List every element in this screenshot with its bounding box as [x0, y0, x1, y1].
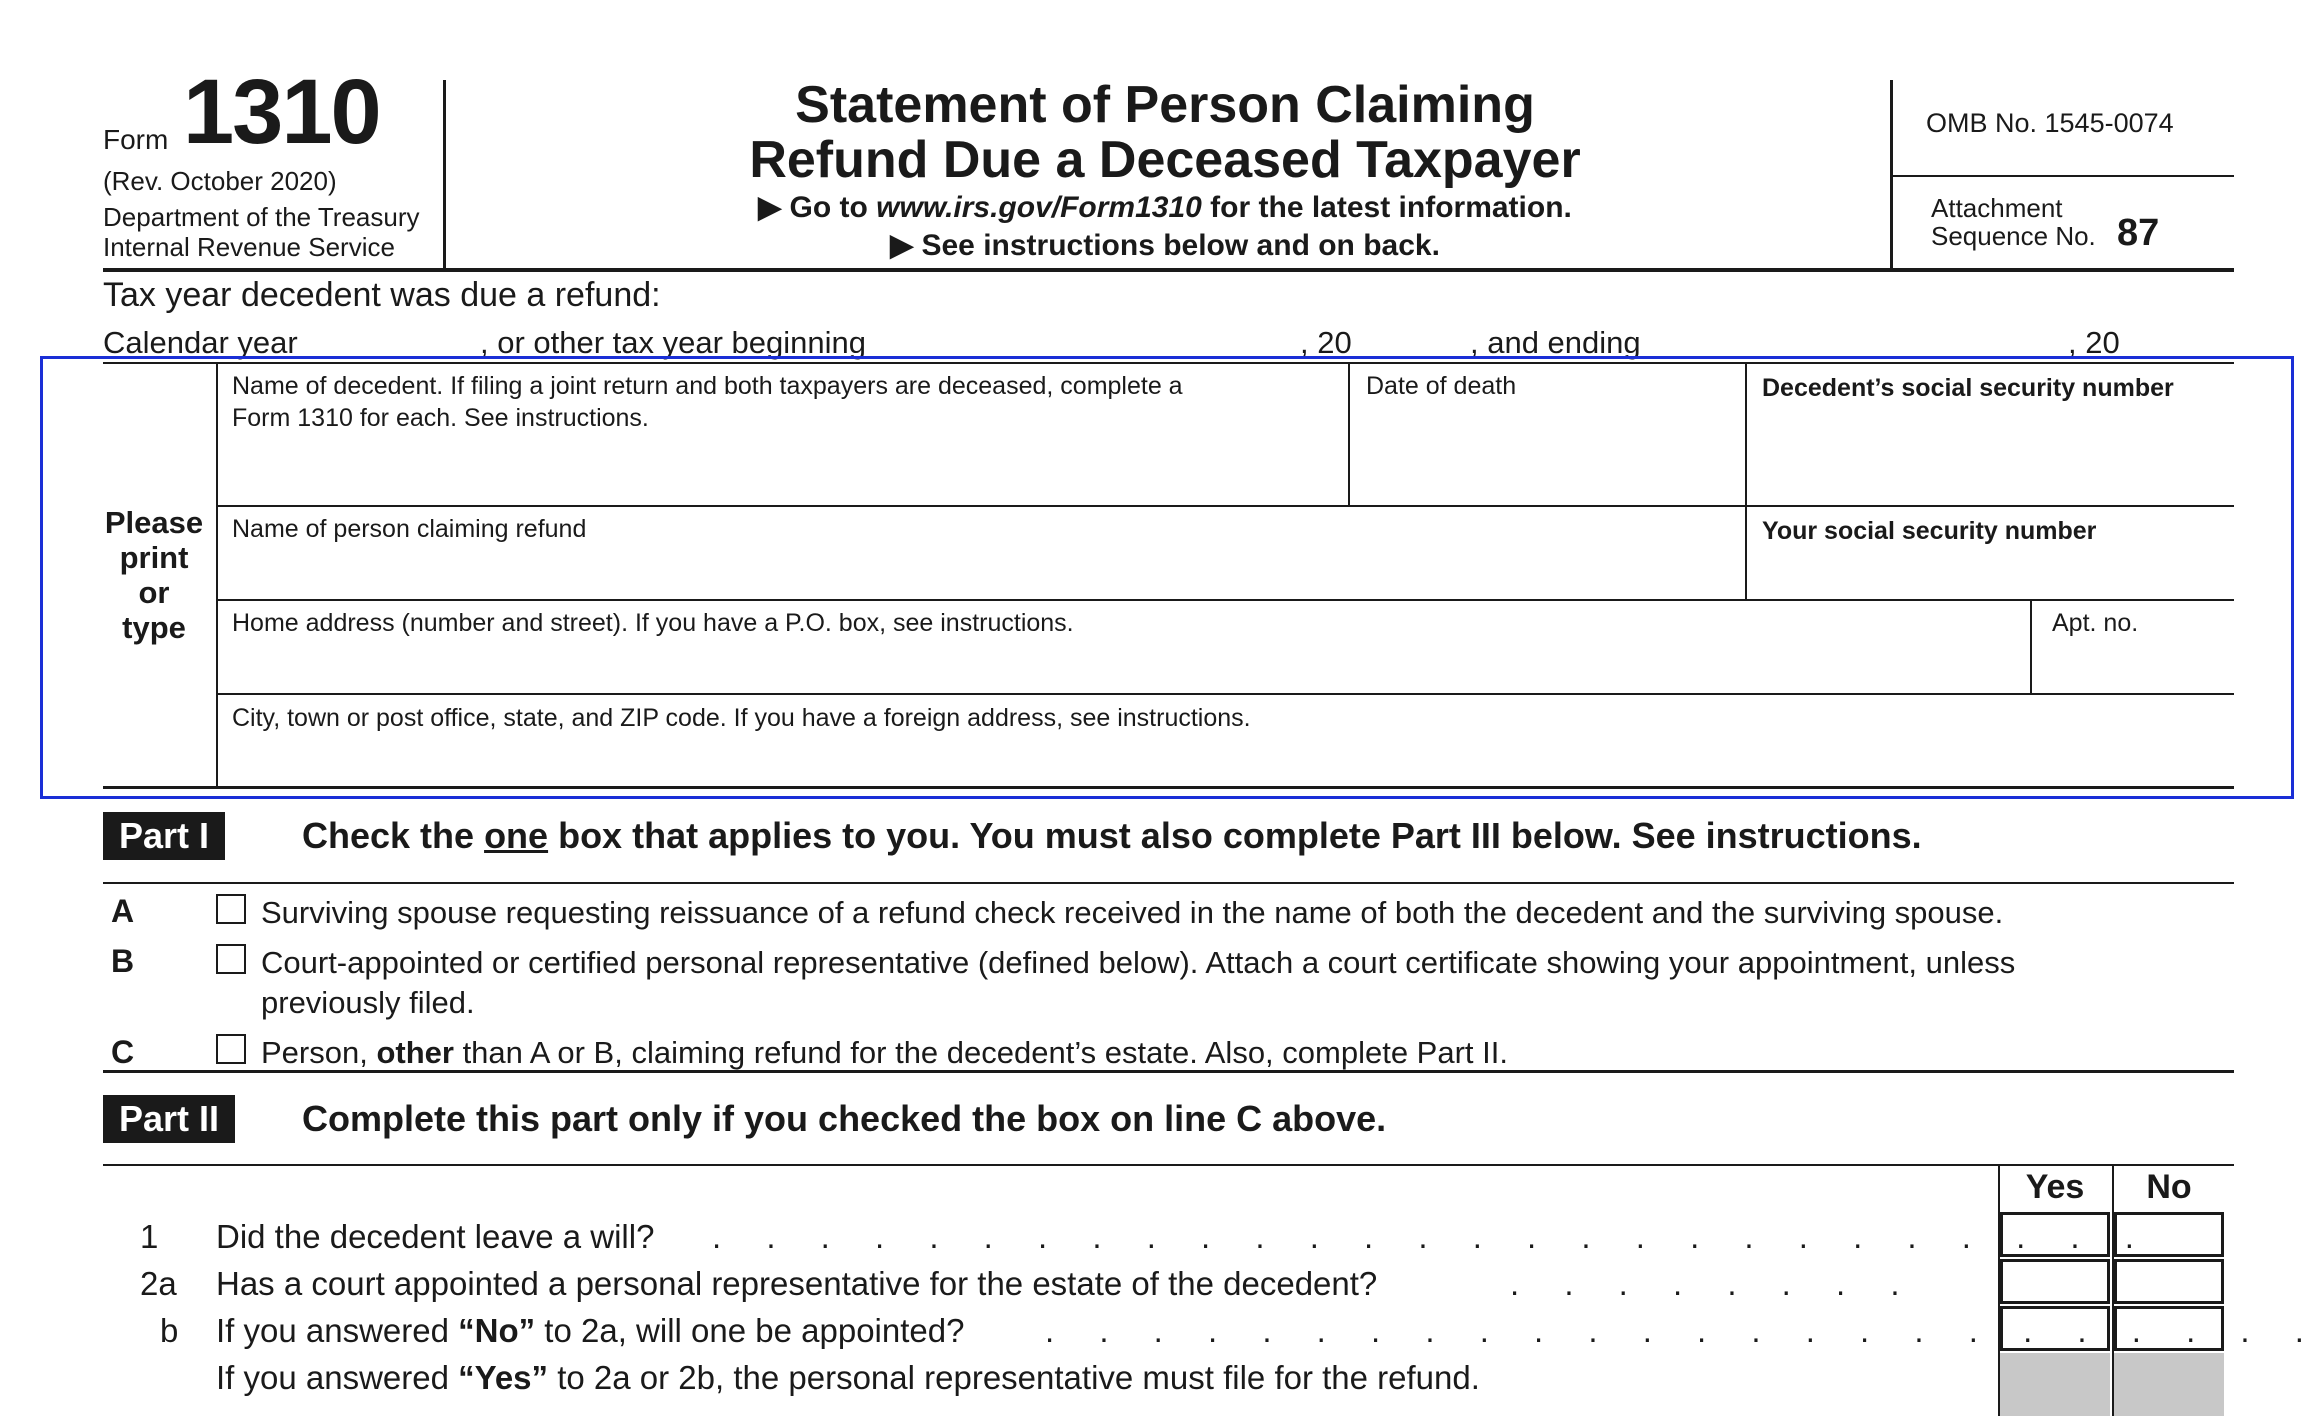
- option-c-text: Person, other than A or B, claiming refund for the decedent’s estate. Also, complete Part II.: [261, 1035, 1508, 1070]
- q2a-number: 2a: [140, 1265, 177, 1302]
- option-a-checkbox[interactable]: [216, 894, 246, 924]
- part1-heading: Check the one box that applies to you. You must also complete Part III below. See instructions.: [302, 815, 1922, 856]
- yes-header: Yes: [2025, 1168, 2085, 1206]
- q2b-text: If you answered “No” to 2a, will one be appointed?: [216, 1312, 965, 1349]
- selection-highlight: [40, 356, 2294, 799]
- q2b-number: b: [160, 1312, 179, 1349]
- claimant-name-field[interactable]: Name of person claiming refund: [232, 515, 587, 543]
- option-b-text-line1: Court-appointed or certified personal representative (defined below). Attach a court certificate showing your appointment, unless: [261, 945, 2016, 980]
- other-year-label: , or other tax year beginning: [480, 325, 867, 360]
- part2-rule: [103, 1164, 2234, 1166]
- q2a-yes-box[interactable]: [2000, 1259, 2110, 1304]
- calendar-year-label: Calendar year: [103, 325, 298, 360]
- option-b-text-line2: previously filed.: [261, 985, 475, 1020]
- q2a-leader-dots: . . . . . . . .: [1510, 1265, 1918, 1302]
- part1-rule: [103, 882, 2234, 884]
- option-a-letter: A: [111, 893, 135, 929]
- apt-no-field[interactable]: Apt. no.: [2052, 609, 2139, 637]
- header-divider-left: [443, 80, 446, 270]
- tax-year-heading: Tax year decedent was due a refund:: [103, 276, 661, 314]
- form-word: Form: [103, 124, 169, 155]
- q2b-leader-dots: . . . . . . . . . . . . . . . . . . . . . . . .: [1045, 1312, 2322, 1349]
- twenty-label-1: , 20: [1300, 325, 1352, 360]
- form-title-line1: Statement of Person Claiming: [795, 76, 1535, 134]
- note-yes-shaded: [2000, 1353, 2110, 1416]
- q2-note: If you answered “Yes” to 2a or 2b, the personal representative must file for the refund.: [216, 1359, 1480, 1396]
- q1-number: 1: [140, 1218, 159, 1255]
- no-header: No: [2146, 1168, 2192, 1206]
- department-name: Department of the Treasury: [103, 202, 420, 232]
- agency-name: Internal Revenue Service: [103, 232, 395, 262]
- omb-number: OMB No. 1545-0074: [1926, 108, 2174, 138]
- q1-text: Did the decedent leave a will?: [216, 1218, 655, 1255]
- date-of-death-field[interactable]: Date of death: [1366, 372, 1517, 400]
- q2a-no-box[interactable]: [2114, 1259, 2224, 1304]
- option-b-letter: B: [111, 943, 135, 979]
- note-no-shaded: [2114, 1353, 2224, 1416]
- sequence-number: 87: [2117, 212, 2160, 254]
- header-bottom-rule: [103, 268, 2234, 272]
- option-c-letter: C: [111, 1034, 135, 1070]
- q1-leader-dots: . . . . . . . . . . . . . . . . . . . . . . . . . . .: [712, 1218, 2152, 1255]
- city-state-zip-field[interactable]: City, town or post office, state, and ZIP code. If you have a foreign address, see instructions.: [232, 704, 1251, 732]
- attachment-label: Attachment Sequence No.: [1931, 193, 2096, 251]
- home-address-field[interactable]: Home address (number and street). If you have a P.O. box, see instructions.: [232, 609, 1074, 637]
- decedent-name-field[interactable]: Name of decedent. If filing a joint return and both taxpayers are deceased, complete a Form 1310 for each. See instructions.: [232, 372, 1183, 432]
- option-b-checkbox[interactable]: [216, 944, 246, 974]
- see-instructions: ▶ See instructions below and on back.: [890, 229, 1440, 262]
- twenty-label-2: , 20: [2068, 325, 2120, 360]
- option-a-text: Surviving spouse requesting reissuance of a refund check received in the name of both the decedent and the surviving spouse.: [261, 895, 2004, 930]
- decedent-ssn-field[interactable]: Decedent’s social security number: [1762, 374, 2174, 402]
- option-c-checkbox[interactable]: [216, 1034, 246, 1064]
- please-print-or-type: Please print or type: [104, 505, 204, 645]
- form-revision: (Rev. October 2020): [103, 166, 337, 196]
- omb-divider: [1890, 175, 2234, 177]
- your-ssn-field[interactable]: Your social security number: [1762, 517, 2097, 545]
- goto-instructions: ▶ Go to www.irs.gov/Form1310 for the latest information.: [758, 191, 1572, 224]
- and-ending-label: , and ending: [1470, 325, 1641, 360]
- part2-heading: Complete this part only if you checked the box on line C above.: [302, 1098, 1387, 1139]
- part2-tag: Part II: [103, 1095, 235, 1143]
- part1-bottom-rule: [103, 1070, 2234, 1073]
- form-number: 1310: [183, 61, 380, 163]
- form-title-line2: Refund Due a Deceased Taxpayer: [749, 131, 1581, 189]
- irs-url-link[interactable]: www.irs.gov/Form1310: [876, 191, 1202, 224]
- part1-tag: Part I: [103, 812, 225, 860]
- q2a-text: Has a court appointed a personal representative for the estate of the decedent?: [216, 1265, 1378, 1302]
